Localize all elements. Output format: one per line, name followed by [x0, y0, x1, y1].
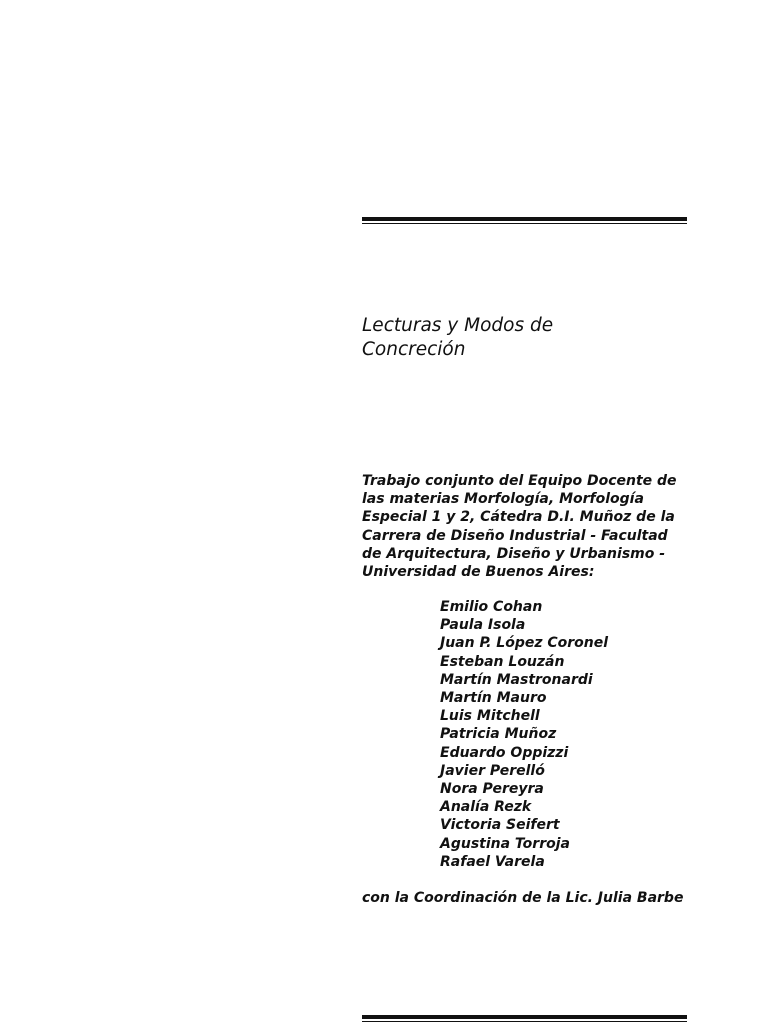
author-item: Patricia Muñoz [440, 726, 557, 743]
author-item: Esteban Louzán [440, 653, 565, 670]
bottom-double-rule [362, 1015, 687, 1022]
top-rule-thin-line [362, 223, 687, 224]
author-item: Javier Perelló [440, 762, 545, 779]
author-list [440, 598, 608, 871]
top-double-rule [362, 217, 687, 224]
bottom-rule-thick-line [362, 1015, 687, 1019]
top-rule-thick-line [362, 217, 687, 221]
author-item: Juan P. López Coronel [440, 635, 609, 652]
author-item: Martín Mastronardi [440, 671, 593, 688]
author-item: Rafael Varela [440, 853, 545, 870]
coordination-credit: con la Coordinación de la Lic. Julia Barbe [362, 890, 684, 906]
author-item: Paula Isola [440, 617, 526, 634]
bottom-rule-thin-line [362, 1021, 687, 1022]
author-item: Analía Rezk [440, 799, 532, 816]
document-title: Lecturas y Modos de Concreción [362, 315, 554, 360]
intro-paragraph: Trabajo conjunto del Equipo Docente de las materias Morfología, Morfología Especial 1 y 2, Cátedra D.I. Muñoz de la Carrera de Diseño Industrial - Facultad de Arquitectura, Diseño y Urbanismo - Universidad de Buenos Aires: [362, 473, 677, 581]
author-item: Nora Pereyra [440, 781, 544, 798]
author-item: Martín Mauro [440, 690, 547, 707]
author-item: Luis Mitchell [440, 708, 540, 725]
author-item: Eduardo Oppizzi [440, 744, 569, 761]
author-item: Agustina Torroja [440, 835, 570, 852]
author-item: Emilio Cohan [440, 599, 543, 615]
author-item: Victoria Seifert [440, 817, 560, 834]
